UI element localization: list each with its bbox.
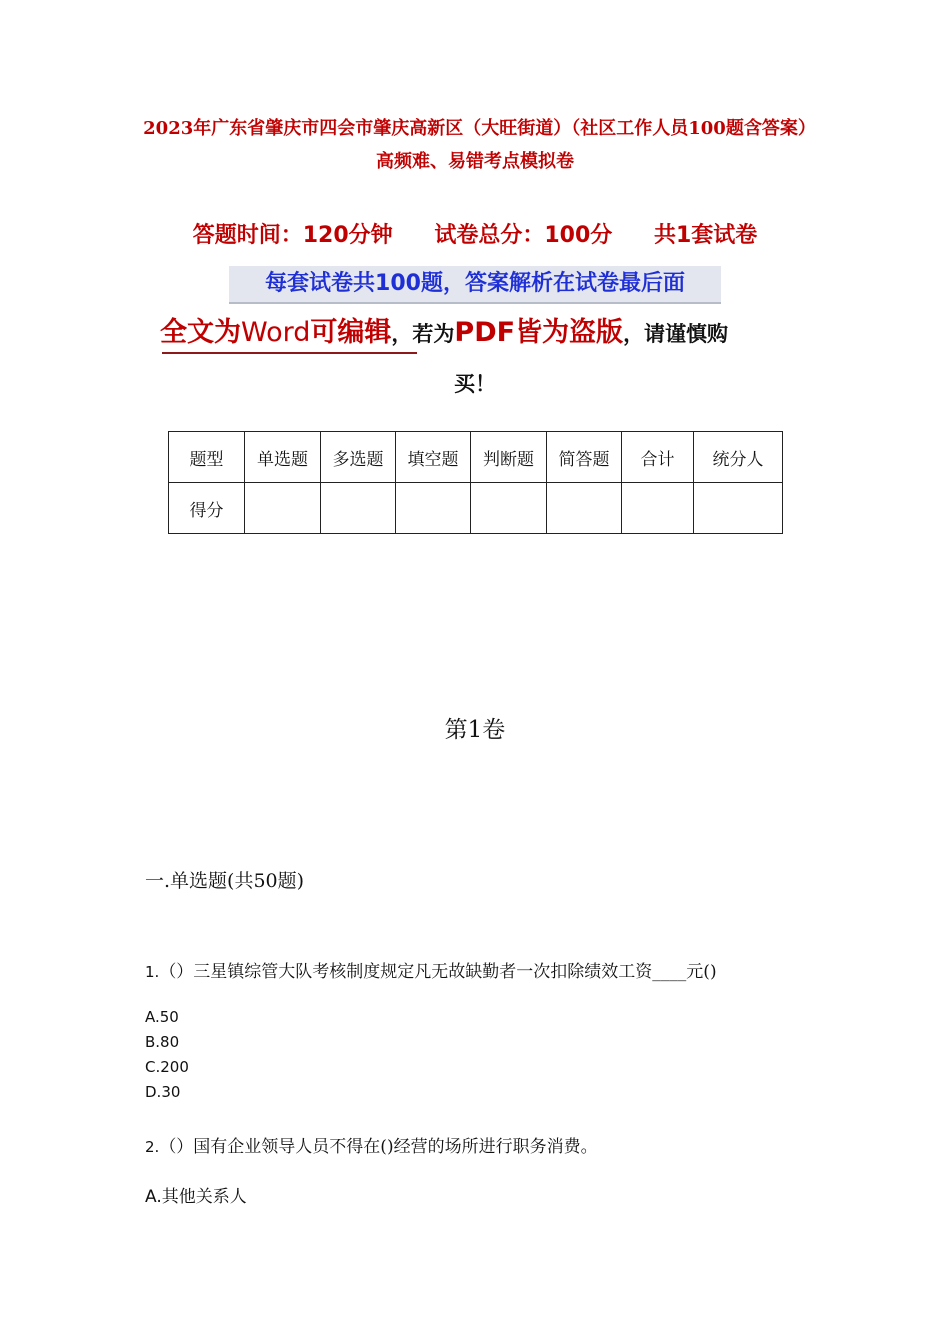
table-header-cell: 单选题 xyxy=(245,432,321,483)
warning-part4: ，若为 xyxy=(391,322,455,346)
table-header-cell: 合计 xyxy=(622,432,694,483)
table-header-cell: 判断题 xyxy=(471,432,547,483)
warning-underline xyxy=(162,352,417,354)
question-number: 1. xyxy=(145,963,160,981)
score-cell xyxy=(396,483,471,534)
score-cell xyxy=(547,483,622,534)
score-row-label: 得分 xyxy=(169,483,245,534)
question-1-option-d: D.30 xyxy=(145,1083,181,1101)
score-cell xyxy=(694,483,783,534)
table-header-cell: 题型 xyxy=(169,432,245,483)
volume-heading: 第1卷 xyxy=(444,717,506,743)
warning-part6: 皆为盗版 xyxy=(515,317,624,348)
score-cell xyxy=(321,483,396,534)
warning-pdf: PDF xyxy=(454,317,516,348)
table-header-row xyxy=(169,432,783,483)
section-heading: 一.单选题(共50题) xyxy=(145,870,305,892)
table-header-cell: 统分人 xyxy=(694,432,783,483)
exam-set-count: 共1套试卷 xyxy=(653,223,758,248)
table-header-cell: 简答题 xyxy=(547,432,622,483)
table-header-cell: 填空题 xyxy=(396,432,471,483)
question-1-option-a: A.50 xyxy=(145,1008,179,1026)
question-number: 2. xyxy=(145,1138,160,1156)
warning-part7: ，请谨慎购 xyxy=(623,322,729,346)
exam-time: 答题时间：120分钟 xyxy=(192,223,393,248)
score-cell xyxy=(622,483,694,534)
document-title: 2023年广东省肇庆市四会市肇庆高新区（大旺街道）（社区工作人员100题含答案）高频难、易错考点模拟卷 xyxy=(143,118,807,172)
warning-continuation: 买！ xyxy=(454,372,496,396)
exam-meta xyxy=(0,218,950,249)
question-1-option-c: C.200 xyxy=(145,1058,189,1076)
table-header-cell: 多选题 xyxy=(321,432,396,483)
question-1 xyxy=(145,957,717,982)
exam-total-score: 试卷总分：100分 xyxy=(434,223,613,248)
question-1-option-b: B.80 xyxy=(145,1033,180,1051)
score-cell xyxy=(245,483,321,534)
question-text: （）国有企业领导人员不得在()经营的场所进行职务消费。 xyxy=(159,1137,598,1157)
answer-notice: 每套试卷共100题，答案解析在试卷最后面 xyxy=(229,266,721,304)
question-text: （）三星镇综管大队考核制度规定凡无故缺勤者一次扣除绩效工资____元() xyxy=(159,962,717,982)
question-2-option-a: A.其他关系人 xyxy=(145,1187,247,1207)
score-cell xyxy=(471,483,547,534)
copyright-warning xyxy=(160,310,728,349)
warning-part3: 可编辑 xyxy=(310,317,392,348)
score-table xyxy=(168,431,783,534)
question-2 xyxy=(145,1132,598,1157)
table-score-row xyxy=(169,483,783,534)
warning-word: Word xyxy=(241,317,311,348)
warning-part1: 全文为 xyxy=(160,317,241,348)
